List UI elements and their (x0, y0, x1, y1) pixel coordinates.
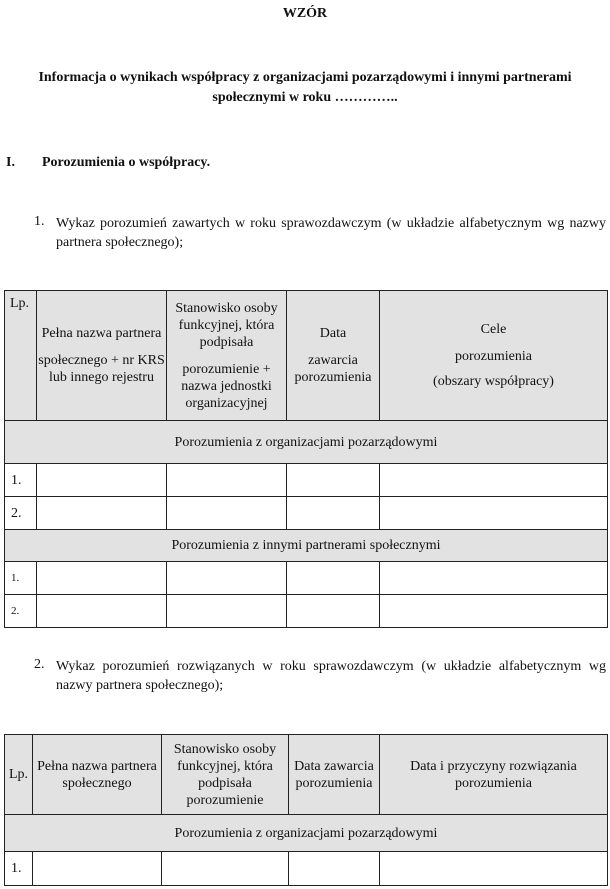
header-partner: Pełna nazwa partnera społecznego (33, 735, 162, 815)
table-row (5, 464, 608, 497)
cell-position (167, 595, 287, 628)
item-2-text: Wykaz porozumień rozwiązanych w roku sprawozdawczym (w układzie alfabetycznym wg nazwy partnera społecznego); (56, 659, 606, 693)
header-goals (380, 291, 608, 421)
cell-goals (380, 497, 608, 530)
cell-date (287, 497, 380, 530)
header-date (287, 291, 380, 421)
row-lp: 2. (5, 595, 37, 628)
header-reason: Data i przyczyny rozwiązania porozumienia (380, 735, 608, 815)
agreements-terminated-table (4, 734, 608, 886)
header-date-line-2: zawarcia porozumienia (294, 353, 372, 385)
row-lp: 2. (5, 497, 37, 530)
subtitle-line-1: Informacja o wynikach współpracy z organizacjami pozarządowymi i innymi partnerami (38, 70, 572, 85)
row-lp: 1. (5, 852, 33, 886)
section-title: Porozumienia o współpracy. (42, 155, 211, 170)
cell-position (167, 562, 287, 595)
header-position (167, 291, 287, 421)
row-lp: 1. (5, 562, 37, 595)
table-row (5, 852, 608, 886)
header-goals-line-3: (obszary współpracy) (433, 374, 554, 389)
table-row (5, 562, 608, 595)
cell-partner (37, 464, 167, 497)
group-label-ngo: Porozumienia z organizacjami pozarządowymi (5, 815, 608, 852)
cell-position (162, 852, 289, 886)
table-row (5, 497, 608, 530)
header-partner (37, 291, 167, 421)
cell-position (167, 497, 287, 530)
item-1-number: 1. (34, 214, 45, 229)
cell-position (167, 464, 287, 497)
cell-partner (37, 595, 167, 628)
group-row-ngo (5, 815, 608, 852)
cell-goals (380, 464, 608, 497)
table-header-row (5, 291, 608, 421)
agreements-concluded-table (4, 290, 608, 628)
table-header-row (5, 735, 608, 815)
cell-partner (33, 852, 162, 886)
table-row (5, 595, 608, 628)
header-date: Data zawarcia porozumienia (289, 735, 380, 815)
cell-date (287, 562, 380, 595)
group-label-other: Porozumienia z innymi partnerami społecznymi (5, 530, 608, 562)
cell-date (287, 464, 380, 497)
subtitle-line-2: społecznymi w roku ………….. (212, 90, 398, 105)
cell-goals (380, 562, 608, 595)
cell-date (289, 852, 380, 886)
item-2-number: 2. (34, 657, 45, 672)
header-lp: Lp. (5, 735, 33, 815)
cell-date (287, 595, 380, 628)
header-position: Stanowisko osoby funkcyjnej, która podpisała porozumienie (162, 735, 289, 815)
cell-partner (37, 562, 167, 595)
header-position-line-1: Stanowisko osoby funkcyjnej, która podpisała (175, 300, 278, 350)
item-1-text: Wykaz porozumień zawartych w roku sprawozdawczym (w układzie alfabetycznym wg nazwy partnera społecznego); (56, 216, 606, 250)
section-number: I. (6, 155, 15, 170)
cell-partner (37, 497, 167, 530)
cell-goals (380, 595, 608, 628)
header-date-line-1: Data (319, 326, 347, 341)
document-title: WZÓR (282, 6, 328, 21)
row-lp: 1. (5, 464, 37, 497)
header-partner-line-2: społecznego + nr KRS lub innego rejestru (38, 353, 165, 385)
group-row-other (5, 530, 608, 562)
header-partner-line-1: Pełna nazwa partnera (41, 326, 162, 341)
header-goals-line-1: Cele (480, 322, 507, 337)
cell-reason (380, 852, 608, 886)
header-goals-line-2: porozumienia (455, 349, 532, 364)
group-label-ngo: Porozumienia z organizacjami pozarządowymi (5, 421, 608, 464)
header-position-line-2: porozumienie + nazwa jednostki organizacyjnej (181, 361, 272, 411)
group-row-ngo (5, 421, 608, 464)
header-lp: Lp. (5, 291, 37, 421)
document-subtitle (18, 68, 592, 108)
